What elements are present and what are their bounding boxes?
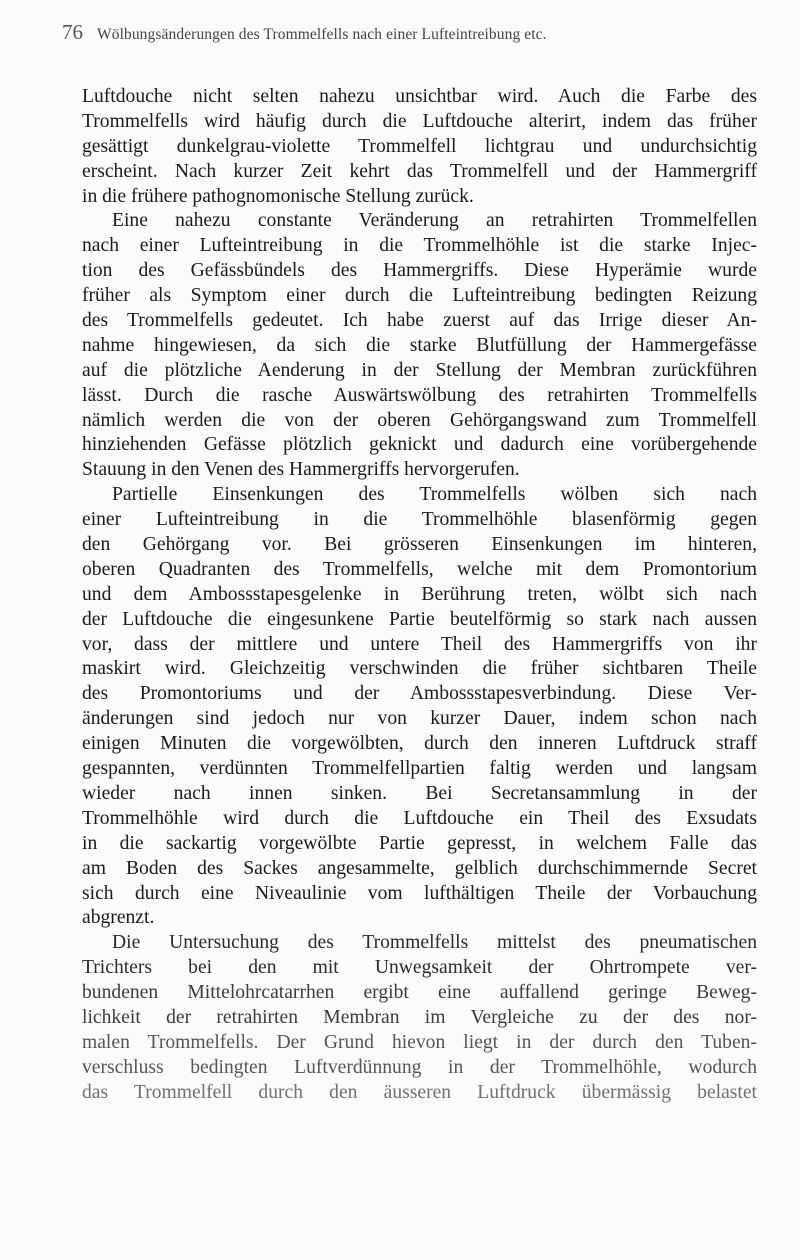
text-line: vor, dass der mittlere und untere Theil des Hammergriffs von ihr — [82, 633, 757, 655]
text-line: änderungen sind jedoch nur von kurzer Dauer, indem schon nach — [82, 708, 757, 730]
text-line: des Trommelfells gedeutet. Ich habe zuerst auf das Irrige dieser An- — [82, 310, 757, 332]
text-line: Stauung in den Venen des Hammergriffs hervorgerufen. — [82, 459, 520, 481]
text-line: malen Trommelfells. Der Grund hievon liegt in der durch den Tuben- — [82, 1031, 757, 1053]
text-line: früher als Symptom einer durch die Lufteintreibung bedingten Reizung — [82, 285, 757, 307]
text-line: erscheint. Nach kurzer Zeit kehrt das Trommelfell und der Hammergriff — [82, 160, 757, 182]
running-title: Wölbungsänderungen des Trommelfells nach einer Lufteintreibung etc. — [97, 26, 547, 43]
text-line: Trommelfells wird häufig durch die Luftdouche alterirt, indem das früher — [82, 110, 757, 132]
text-line: lässt. Durch die rasche Auswärtswölbung des retrahirten Trommelfells — [82, 384, 757, 406]
text-line: sich durch eine Niveaulinie vom lufthältigen Theile der Vorbauchung — [82, 882, 757, 904]
text-line: in die sackartig vorgewölbte Partie gepresst, in welchem Falle das — [82, 832, 757, 854]
text-line: Trichters bei den mit Unwegsamkeit der Ohrtrompete ver- — [82, 957, 757, 979]
text-line: am Boden des Sackes angesammelte, gelblich durchschimmernde Secret — [82, 857, 757, 879]
text-line: in die frühere pathognomonische Stellung zurück. — [82, 185, 474, 207]
text-line: den Gehörgang vor. Bei grösseren Einsenkungen im hinteren, — [82, 534, 757, 556]
text-line: Eine nahezu constante Veränderung an retrahirten Trommelfellen — [112, 210, 757, 232]
text-line: einigen Minuten die vorgewölbten, durch den inneren Luftdruck straff — [82, 733, 757, 755]
text-line: abgrenzt. — [82, 907, 155, 929]
text-line: nach einer Lufteintreibung in die Trommelhöhle ist die starke Injec- — [82, 235, 757, 257]
text-line: das Trommelfell durch den äusseren Luftdruck übermässig belastet — [82, 1081, 757, 1103]
text-line: verschluss bedingten Luftverdünnung in der Trommelhöhle, wodurch — [82, 1056, 757, 1078]
text-line: oberen Quadranten des Trommelfells, welche mit dem Promontorium — [82, 558, 757, 580]
text-line: Trommelhöhle wird durch die Luftdouche ein Theil des Exsudats — [82, 807, 757, 829]
text-line: einer Lufteintreibung in die Trommelhöhle blasenförmig gegen — [82, 509, 757, 531]
text-line: wieder nach innen sinken. Bei Secretansammlung in der — [82, 782, 757, 804]
text-line: lichkeit der retrahirten Membran im Vergleiche zu der des nor- — [82, 1006, 757, 1028]
text-line: Luftdouche nicht selten nahezu unsichtbar wird. Auch die Farbe des — [82, 86, 757, 107]
text-line: Partielle Einsenkungen des Trommelfells wölben sich nach — [112, 484, 757, 506]
text-line: Die Untersuchung des Trommelfells mittelst des pneumatischen — [112, 932, 757, 954]
text-line: gespannten, verdünnten Trommelfellpartien faltig werden und langsam — [82, 758, 757, 780]
text-line: maskirt wird. Gleichzeitig verschwinden die früher sichtbaren Theile — [82, 658, 757, 680]
running-head — [62, 20, 762, 44]
text-line: der Luftdouche die eingesunkene Partie beutelförmig so stark nach aussen — [82, 608, 757, 630]
text-line: hinziehenden Gefässe plötzlich geknickt und dadurch eine vorübergehende — [82, 434, 757, 456]
text-line: nämlich werden die von der oberen Gehörgangswand zum Trommelfell — [82, 409, 757, 431]
text-line: gesättigt dunkelgrau-violette Trommelfell lichtgrau und undurchsichtig — [82, 135, 757, 157]
text-line: und dem Ambossstapesgelenke in Berührung treten, wölbt sich nach — [82, 583, 757, 605]
body-text — [82, 85, 757, 1106]
text-line: auf die plötzliche Aenderung in der Stellung der Membran zurückführen — [82, 359, 757, 381]
text-line: nahme hingewiesen, da sich die starke Blutfüllung der Hammergefässe — [82, 334, 757, 356]
text-line: bundenen Mittelohrcatarrhen ergibt eine auffallend geringe Beweg- — [82, 982, 757, 1004]
text-line: tion des Gefässbündels des Hammergriffs. Diese Hyperämie wurde — [82, 260, 757, 282]
page-number: 76 — [62, 20, 83, 44]
text-line: des Promontoriums und der Ambossstapesverbindung. Diese Ver- — [82, 683, 757, 705]
